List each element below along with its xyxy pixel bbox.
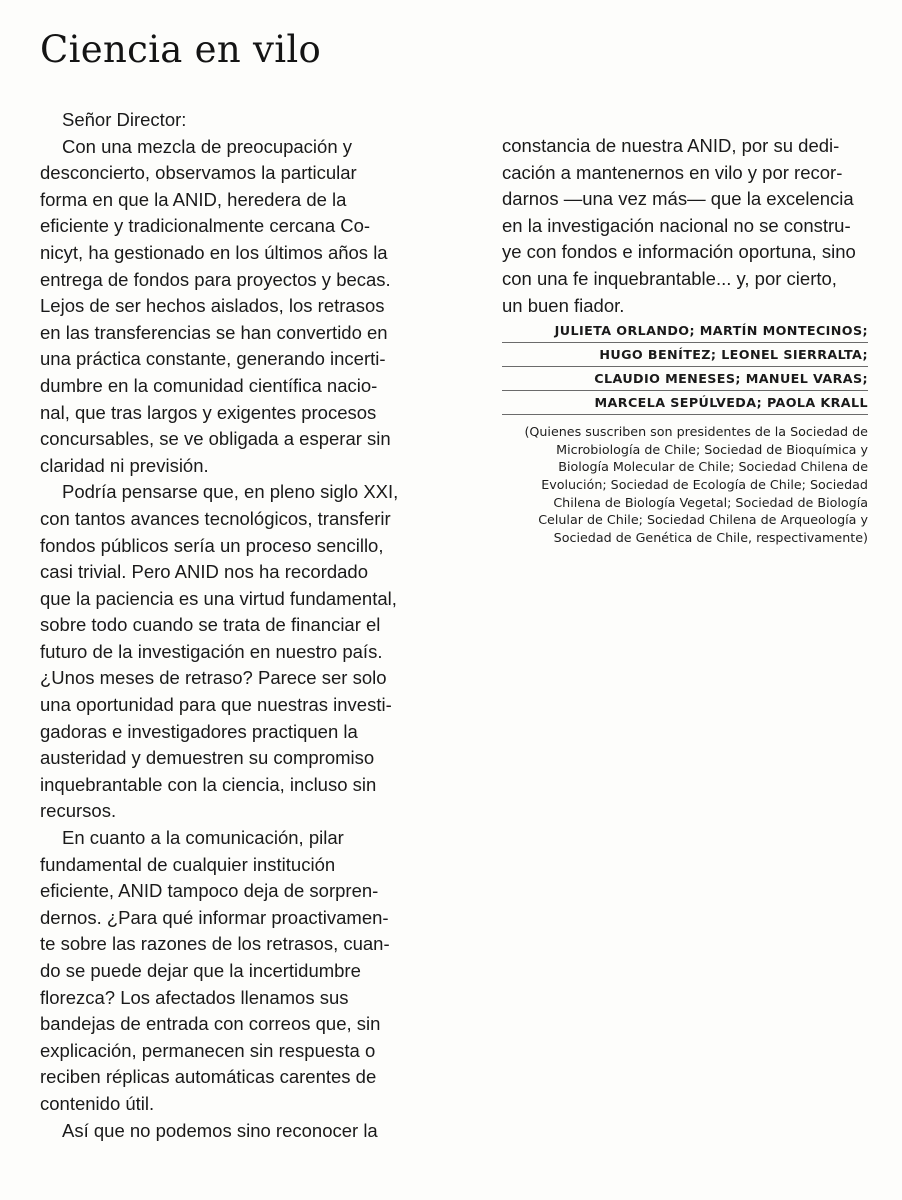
text-line: claridad ni previsión. (40, 454, 209, 476)
text-line: ye con fondos e información oportuna, sino (502, 241, 856, 263)
paragraph-1 (40, 134, 440, 480)
text-line: dumbre en la comunidad científica nacio- (40, 374, 378, 396)
signatories (502, 323, 868, 415)
text-line: ¿Unos meses de retraso? Parece ser solo (40, 667, 387, 689)
text-line: contenido útil. (40, 1092, 155, 1114)
text-line: reciben réplicas automáticas carentes de (40, 1066, 377, 1088)
text-line: con una fe inquebrantable... y, por cierto, (502, 267, 837, 289)
text-line: forma en que la ANID, heredera de la (40, 188, 347, 210)
letter-body-right-column (502, 133, 872, 546)
affiliation-line: Evolución; Sociedad de Ecología de Chile; Sociedad (541, 476, 868, 492)
text-line: cación a mantenernos en vilo y por recor- (502, 161, 843, 183)
text-line: una oportunidad para que nuestras investi- (40, 694, 392, 716)
text-line: desconcierto, observamos la particular (40, 162, 357, 184)
text-line: En cuanto a la comunicación, pilar (62, 827, 344, 849)
text-line: austeridad y demuestren su compromiso (40, 747, 375, 769)
text-line: casi trivial. Pero ANID nos ha recordado (40, 561, 369, 583)
text-line: fundamental de cualquier institución (40, 853, 336, 875)
text-line: entrega de fondos para proyectos y becas. (40, 268, 391, 290)
text-line: en las transferencias se han convertido en (40, 321, 388, 343)
paragraph-3 (40, 825, 440, 1118)
paragraph-2 (40, 479, 440, 825)
article-title: Ciencia en vilo (40, 28, 322, 71)
text-line: sobre todo cuando se trata de financiar el (40, 614, 381, 636)
affiliation-line: Microbiología de Chile; Sociedad de Bioquímica y (556, 441, 868, 457)
affiliation-line: Chilena de Biología Vegetal; Sociedad de Biología (553, 494, 868, 510)
text-line: un buen fiador. (502, 294, 625, 316)
paragraph-4-continued (502, 133, 872, 319)
text-line: en la investigación nacional no se constru- (502, 214, 851, 236)
text-line: nicyt, ha gestionado en los últimos años la (40, 241, 388, 263)
text-line: te sobre las razones de los retrasos, cuan- (40, 933, 390, 955)
text-line: Señor Director: (62, 109, 187, 130)
text-line: Así que no podemos sino reconocer la (62, 1119, 378, 1141)
signatory-line: MARCELA SEPÚLVEDA; PAOLA KRALL (502, 391, 868, 415)
text-line: Lejos de ser hechos aislados, los retrasos (40, 295, 385, 317)
text-line: darnos —una vez más— que la excelencia (502, 188, 854, 210)
text-line: dernos. ¿Para qué informar proactivamen- (40, 906, 389, 928)
text-line: con tantos avances tecnológicos, transferir (40, 507, 391, 529)
salutation (40, 107, 440, 134)
text-line: do se puede dejar que la incertidumbre (40, 960, 361, 981)
text-line: futuro de la investigación en nuestro país. (40, 640, 383, 662)
paragraph-4 (40, 1118, 440, 1145)
text-line: concursables, se ve obligada a esperar sin (40, 428, 391, 450)
text-line: explicación, permanecen sin respuesta o (40, 1039, 376, 1061)
signatory-line: HUGO BENÍTEZ; LEONEL SIERRALTA; (502, 343, 868, 367)
affiliation-line: Celular de Chile; Sociedad Chilena de Arqueología y (538, 512, 868, 528)
text-line: Con una mezcla de preocupación y (62, 135, 353, 157)
text-line: inquebrantable con la ciencia, incluso sin (40, 773, 377, 795)
affiliation-line: (Quienes suscriben son presidentes de la Sociedad de (524, 424, 868, 440)
affiliation-line: Sociedad de Genética de Chile, respectivamente) (553, 529, 868, 545)
affiliation-line: Biología Molecular de Chile; Sociedad Chilena de (558, 459, 868, 475)
signatories-affiliation-note (502, 423, 868, 546)
text-line: nal, que tras largos y exigentes procesos (40, 401, 377, 423)
text-line: que la paciencia es una virtud fundamental, (40, 587, 397, 609)
text-line: eficiente, ANID tampoco deja de sorpren- (40, 880, 379, 902)
signatory-line: CLAUDIO MENESES; MANUEL VARAS; (502, 367, 868, 391)
letter-body-left-column (40, 107, 440, 1144)
text-line: recursos. (40, 800, 117, 822)
text-line: florezca? Los afectados llenamos sus (40, 986, 349, 1008)
text-line: gadoras e investigadores practiquen la (40, 720, 358, 742)
text-line: eficiente y tradicionalmente cercana Co- (40, 215, 371, 237)
text-line: fondos públicos sería un proceso sencillo, (40, 534, 384, 556)
text-line: bandejas de entrada con correos que, sin (40, 1013, 381, 1035)
signatory-line: JULIETA ORLANDO; MARTÍN MONTECINOS; (502, 323, 868, 343)
text-line: constancia de nuestra ANID, por su dedi- (502, 135, 840, 156)
text-line: una práctica constante, generando incerti- (40, 348, 386, 370)
text-line: Podría pensarse que, en pleno siglo XXI, (62, 481, 399, 503)
